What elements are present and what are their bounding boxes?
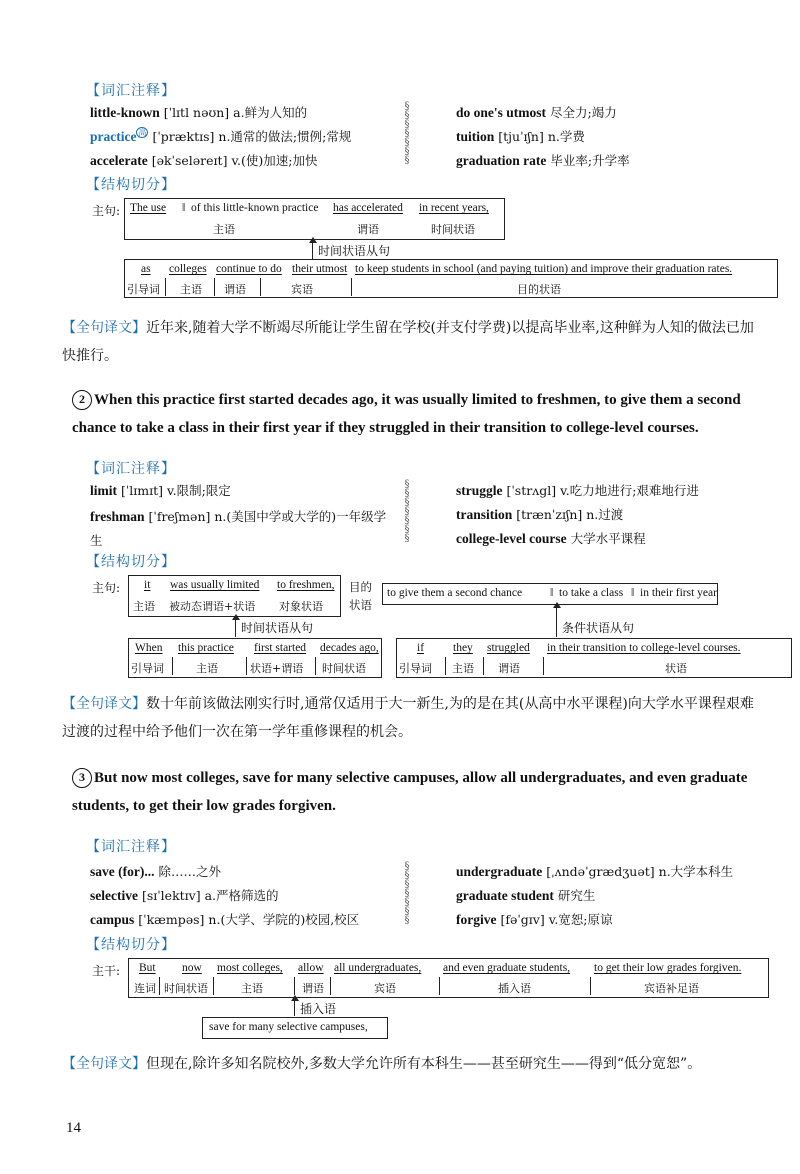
seg-separator: ‖ [550, 587, 554, 599]
label: 引导词 [399, 662, 432, 675]
divider [246, 657, 247, 675]
divider [483, 657, 484, 675]
label: 被动态谓语+状语 [169, 600, 256, 613]
seg-predicate: first started [254, 642, 307, 654]
label: 时间状语 [322, 662, 366, 675]
divider [543, 657, 544, 675]
label: 主语 [133, 600, 155, 613]
arrow-up [235, 619, 236, 637]
seg-subject: it [144, 579, 151, 591]
label: 插入语 [498, 982, 531, 995]
main-clause-box [128, 575, 341, 617]
vocab-item: accelerate [əkˈseləreɪt] v.(使)加速;加快 [90, 153, 318, 168]
divider-zigzag: § § § § § § § [404, 101, 410, 166]
page-number: 14 [66, 1120, 81, 1136]
vocab-item: struggle [ˈstrʌgl] v.吃力地进行;艰难地行进 [456, 483, 699, 498]
label: 引导词 [127, 283, 160, 296]
seg-conj: When [135, 642, 163, 654]
seg-complement: to get their low grades forgiven. [594, 962, 742, 974]
sentence-number: 3 [72, 768, 92, 788]
seg-conj: as [141, 263, 151, 275]
seg-subject: most colleges, [217, 962, 283, 974]
label: 对象状语 [279, 600, 323, 613]
vocab-item: freshman [ˈfreʃmən] n.(美国中学或大学的)一年级学生 [90, 509, 387, 548]
seg-adverbial: in their transition to college-level courses. [547, 642, 741, 654]
label: 主语 [241, 982, 263, 995]
arrow-up [294, 1000, 295, 1016]
vocab-item: college-level course 大学水平课程 [456, 531, 646, 546]
vocab-item: undergraduate [ˌʌndəˈgrædʒuət] n.大学本科生 [456, 864, 734, 879]
label-predicate: 谓语 [357, 223, 379, 236]
label: 状语 [665, 662, 687, 675]
divider [213, 977, 214, 995]
divider-zigzag: § § § § § § § [404, 479, 410, 544]
main-clause-box [128, 958, 769, 998]
main-clause-label: 主句: [92, 581, 121, 595]
arrow-label: 时间状语从句 [241, 621, 314, 635]
vocab-item: do one's utmost 尽全力;竭力 [456, 105, 617, 120]
seg-adverbial: decades ago, [320, 642, 379, 654]
label: 谓语 [498, 662, 520, 675]
translation: 【全句译文】但现在,除许多知名院校外,多数大学允许所有本科生——甚至研究生——得到“低分宽恕”。 [62, 1056, 702, 1072]
label: 谓语 [224, 283, 246, 296]
seg-conj: if [417, 642, 425, 654]
seg-predicate: was usually limited [170, 579, 260, 591]
divider [260, 278, 261, 296]
label-subject: 主语 [213, 223, 235, 236]
vocab-item: graduation rate 毕业率;升学率 [456, 153, 630, 168]
label: 目的状语 [517, 283, 561, 296]
vocab-item: practice $^高$ [ˈpræktɪs] n.通常的做法;惯例;常规 [90, 128, 352, 144]
label: 引导词 [131, 662, 164, 675]
seg-subject: The use [130, 202, 167, 214]
arrow-label: 条件状语从句 [562, 621, 635, 635]
purpose-box [382, 583, 718, 605]
seg-purpose: to take a class [559, 587, 624, 599]
divider [315, 657, 316, 675]
seg-parenthesis: and even graduate students, [443, 962, 571, 974]
vocab-item: graduate student 研究生 [456, 888, 596, 903]
seg-insert: save for many selective campuses, [209, 1021, 368, 1033]
seg-object: all undergraduates, [334, 962, 422, 974]
label: 主语 [180, 283, 202, 296]
vocab-header: 【词汇注释】 [86, 839, 176, 855]
seg-purpose: to keep students in school (and paying tuition) and improve their graduation rates. [355, 263, 733, 275]
arrow-label: 时间状语从句 [318, 244, 391, 258]
high-frequency-badge: 高 [138, 128, 147, 137]
label: 连词 [134, 982, 156, 995]
time-clause-box [128, 638, 382, 678]
arrow-up [312, 242, 313, 260]
divider [439, 977, 440, 995]
main-clause-label: 主句: [92, 204, 121, 218]
label: 宾语 [291, 283, 313, 296]
label: 宾语补足语 [644, 982, 699, 995]
sentence-number: 2 [72, 390, 92, 410]
vocab-item: selective [sɪˈlektɪv] a.严格筛选的 [90, 888, 279, 903]
sentence-3: 3 But now most colleges, save for many selective campuses, allow all undergraduates, and even graduate students, to get their low grades forgiven. [72, 770, 748, 814]
divider [294, 977, 295, 995]
divider-zigzag: § § § § § § § [404, 861, 410, 926]
label: 状语+谓语 [250, 662, 304, 675]
translation: 【全句译文】近年来,随着大学不断竭尽所能让学生留在学校(并支付学费)以提高毕业率,这种鲜为人知的做法已加快推行。 [62, 320, 754, 364]
vocab-item: campus [ˈkæmpəs] n.(大学、学院的)校园,校区 [90, 912, 360, 927]
seg-purpose: to give them a second chance [387, 587, 523, 599]
label: 时间状语 [164, 982, 208, 995]
main-clause-box [124, 198, 505, 240]
seg-subject: they [453, 642, 473, 654]
vocab-header: 【词汇注释】 [86, 83, 176, 99]
seg-predicate: allow [298, 962, 324, 974]
divider [351, 278, 352, 296]
divider [214, 278, 215, 296]
label: 宾语 [374, 982, 396, 995]
label: 主语 [196, 662, 218, 675]
structure-header: 【结构切分】 [86, 177, 176, 193]
seg-object: their utmost [292, 263, 348, 275]
vocab-item: tuition [tjuˈɪʃn] n.学费 [456, 129, 585, 144]
seg-subject: this practice [178, 642, 234, 654]
seg-separator: ‖ [182, 202, 186, 214]
seg-subject: colleges [169, 263, 207, 275]
main-clause-label: 主干: [92, 964, 121, 978]
divider [445, 657, 446, 675]
arrow-up [556, 607, 557, 637]
divider [172, 657, 173, 675]
vocab-item: limit [ˈlɪmɪt] v.限制;限定 [90, 483, 231, 498]
label-adverbial: 时间状语 [431, 223, 475, 236]
divider [165, 278, 166, 296]
sentence-2: 2 When this practice first started decades ago, it was usually limited to freshmen, to give them a second chance to take a class in their first year if they struggled in their transition to college-level courses. [72, 392, 741, 436]
seg-adverbial: now [182, 962, 202, 974]
vocab-item: little-known [ˈlɪtl nəʊn] a.鲜为人知的 [90, 105, 308, 120]
seg-predicate: continue to do [216, 263, 282, 275]
divider [330, 977, 331, 995]
vocab-item: transition [trænˈzɪʃn] n.过渡 [456, 507, 624, 522]
structure-header: 【结构切分】 [86, 554, 176, 570]
seg-modifier: of this little-known practice [191, 202, 319, 214]
seg-predicate: struggled [487, 642, 530, 654]
seg-purpose: in their first year [640, 587, 717, 599]
arrow-label: 插入语 [300, 1002, 337, 1016]
label: 谓语 [302, 982, 324, 995]
structure-header: 【结构切分】 [86, 937, 176, 953]
divider [590, 977, 591, 995]
vocab-item: forgive [fəˈgɪv] v.宽恕;原谅 [456, 912, 613, 927]
insert-box [202, 1017, 388, 1039]
seg-separator: ‖ [631, 587, 635, 599]
translation: 【全句译文】数十年前该做法刚实行时,通常仅适用于大一新生,为的是在其(从高中水平课程)向大学水平课程艰难过渡的过程中给予他们一次在第一学年重修课程的机会。 [62, 696, 754, 740]
seg-adverbial: in recent years, [419, 202, 489, 214]
seg-conj: But [139, 962, 156, 974]
sub-clause-box [124, 259, 778, 298]
condition-clause-box [396, 638, 792, 678]
label: 主语 [452, 662, 474, 675]
vocab-header: 【词汇注释】 [86, 461, 176, 477]
seg-predicate: has accelerated [333, 202, 403, 214]
vocab-item: save (for)... 除……之外 [90, 864, 221, 879]
divider [159, 977, 160, 995]
purpose-label: 目的状语 [349, 580, 372, 612]
seg-object: to freshmen, [277, 579, 335, 591]
